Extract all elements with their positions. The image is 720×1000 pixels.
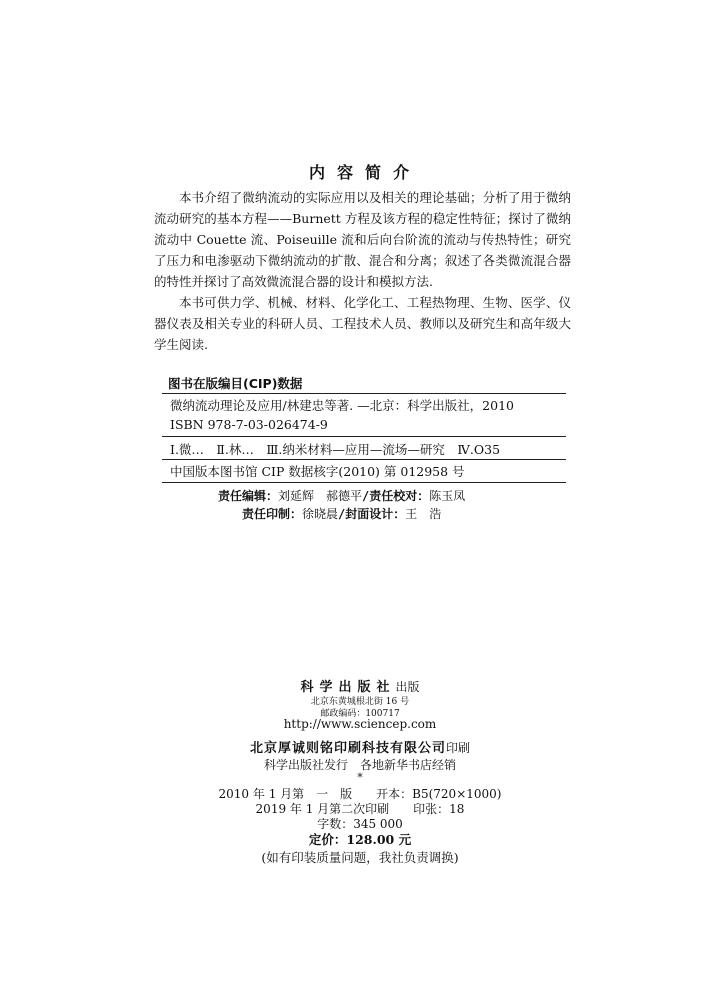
cip-line-title: 微纳流动理论及应用/林建忠等著. —北京：科学出版社，2010 <box>170 398 514 413</box>
cip-line-record: 中国版本图书馆 CIP 数据核字(2010) 第 012958 号 <box>170 464 465 479</box>
credit-line-production <box>242 505 441 522</box>
quality-notice: (如有印装质量问题，我社负责调换) <box>261 850 459 865</box>
cip-top-rule <box>162 393 566 394</box>
printer-suffix: 印刷 <box>446 741 471 755</box>
printer-name: 北京厚诚则铭印刷科技有限公司 <box>249 741 446 756</box>
publisher-address: 北京东黄城根北街 16 号 <box>310 697 410 707</box>
credit-label: /封面设计： <box>338 507 406 521</box>
cip-middle-rule <box>162 436 566 437</box>
cip-line-isbn: ISBN 978-7-03-026474-9 <box>170 417 328 432</box>
distribution-line: 科学出版社发行 各地新华书店经销 <box>263 758 456 772</box>
publisher-postcode: 邮政编码：100717 <box>320 709 400 719</box>
credit-label: 责任印制： <box>242 507 303 521</box>
credit-value: 徐晓晨 <box>302 507 339 521</box>
summary-paragraph: 本书可供力学、机械、材料、化学化工、工程热物理、生物、医学、仪器仪表及相关专业的科研人员、工程技术人员、教师以及研究生和高年级大学生阅读. <box>154 295 571 352</box>
cip-middle-rule <box>162 459 566 460</box>
credit-value: 王 浩 <box>405 507 442 521</box>
word-count: 字数：345 000 <box>317 817 403 831</box>
credit-value: 刘延辉 郝德平 <box>278 489 363 503</box>
publisher-name: 科学出版社 <box>300 680 396 695</box>
separator-asterisk: * <box>357 771 363 784</box>
summary-paragraph: 本书介绍了微纳流动的实际应用以及相关的理论基础；分析了用于微纳流动研究的基本方程——Burnett 方程及该方程的稳定性特征；探讨了微纳流动中 Couette 流、Poiseuille 流和后向台阶流的流动与传热特性；研究了压力和电渗驱动下微纳流动的扩散、混合和分离；叙述了各类微流混合器的特性并探讨了高效微流混合器的设计和模拟方法. <box>154 190 571 289</box>
price: 定价：128.00 元 <box>308 832 412 847</box>
publisher-suffix: 出版 <box>395 680 420 694</box>
cip-line-classification: Ⅰ.微… Ⅱ.林… Ⅲ.纳米材料—应用—流场—研究 Ⅳ.O35 <box>170 442 501 457</box>
summary-body <box>154 187 571 355</box>
credit-label: /责任校对： <box>362 489 430 503</box>
credit-value: 陈玉凤 <box>429 489 466 503</box>
edition-line: 2010 年 1 月第 一 版 开本：B5(720×1000) <box>218 787 502 801</box>
publisher-line <box>0 676 720 695</box>
summary-title: 内容简介 <box>308 163 421 182</box>
credit-label: 责任编辑： <box>218 489 279 503</box>
printing-line: 2019 年 1 月第二次印刷 印张：18 <box>255 802 465 816</box>
printer-line <box>0 737 720 756</box>
cip-bottom-rule <box>162 482 566 483</box>
credit-line-editors <box>218 487 465 504</box>
publisher-url: http://www.sciencep.com <box>283 717 437 731</box>
cip-heading: 图书在版编目(CIP)数据 <box>168 376 303 391</box>
